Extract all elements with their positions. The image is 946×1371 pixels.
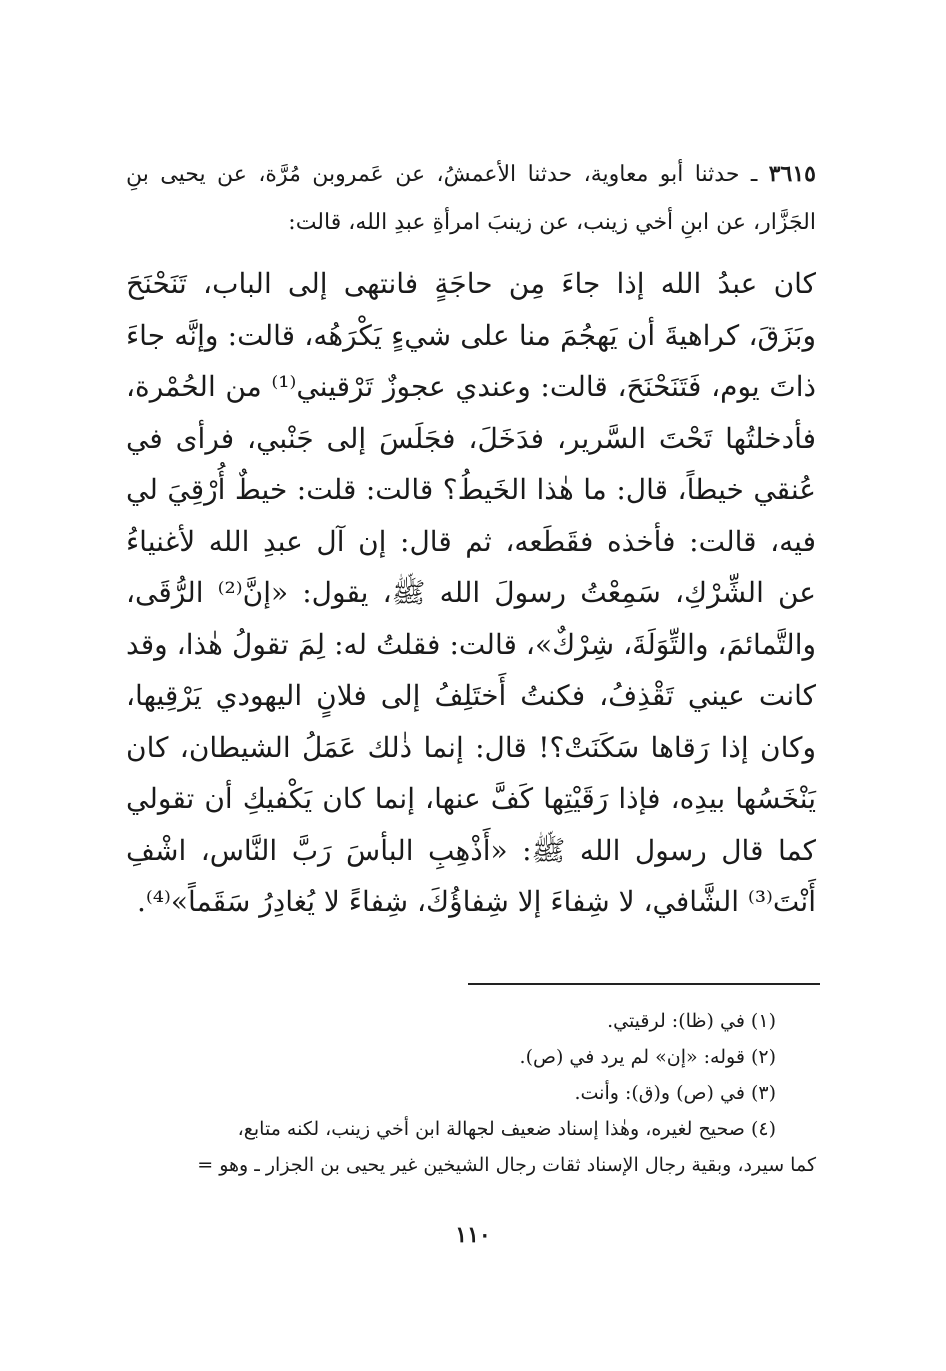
footnote-3: (٣) في (ص) و(ق): وأنت. [574, 1082, 776, 1104]
footnote-1: (١) في (ظا): لرقيتي. [607, 1010, 776, 1032]
hadith-number: ٣٦١٥ [768, 161, 816, 187]
footnote-4-continued: كما سيرد، وبقية رجال الإسناد ثقات رجال الشيخين غير يحيى بن الجزار ـ وهو = [197, 1154, 816, 1176]
hadith-isnad [126, 150, 816, 247]
footnote-2: (٢) قوله: «إن» لم يرد في (ص). [519, 1046, 776, 1068]
hadith-chain: ـ حدثنا أبو معاوية، حدثنا الأعمشُ، عن عَمروبن مُرَّة، عن يحيى بنِ الجَزَّار، عن ابنِ أخي زينب، عن زينبَ امرأةِ عبدِ الله، قالت: [126, 162, 816, 235]
footnote-divider [468, 983, 820, 985]
footnote-4: (٤) صحيح لغيره، وهٰذا إسناد ضعيف لجهالة ابن أخي زينب، لكنه متابع، [237, 1118, 776, 1140]
page-number: ١١٠ [455, 1222, 491, 1248]
footnotes [126, 1003, 816, 1183]
hadith-text: كان عبدُ الله إذا جاءَ مِن حاجَةٍ فانتهى إلى الباب، تَنَحْنَحَ وبَزَقَ، كراهيةَ أن يَهجُمَ منا على شيءٍ يَكْرَهُه، قالت: وإنَّه جاءَ ذاتَ يوم، فَتَنَحْنَحَ، قالت: وعندي عجوزٌ تَرْقيني⁽¹⁾ من الحُمْرة، فأدخلتُها تَحْتَ السَّرير، فدَخَلَ، فجَلَسَ إلى جَنْبي، فرأى في عُنقي خيطاً، قال: ما هٰذا الخَيطُ؟ قالت: قلت: خيطٌ أُرْقِيَ لي فيه، قالت: فأخذه فقَطَعه، ثم قال: إن آل عبدِ الله لأغنياءُ عن الشِّرْكِ، سَمِعْتُ رسولَ الله ﷺ، يقول: «إنَّ⁽²⁾ الرُّقَى، والتَّمائمَ، والتِّوَلَةَ، شِرْكٌ»، قالت: فقلتُ له: لِمَ تقولُ هٰذا، وقد كانت عيني تَقْذِفُ، فكنتُ أَختَلِفُ إلى فلانٍ اليهودي يَرْقِيها، وكان إذا رَقاها سَكَنَتْ؟! قال: إنما ذٰلك عَمَلُ الشيطان، كان يَنْخَسُها بيدِه، فإذا رَقَيْتِها كَفَّ عنها، إنما كان يَكْفيكِ أن تقولي كما قال رسول الله ﷺ: «أَذْهِبِ البأسَ رَبَّ النَّاس، اشْفِ أَنْتَ⁽³⁾ الشَّافي، لا شِفاءَ إلا شِفاؤُكَ، شِفاءً لا يُغادِرُ سَقَماً»⁽⁴⁾. [126, 267, 816, 918]
